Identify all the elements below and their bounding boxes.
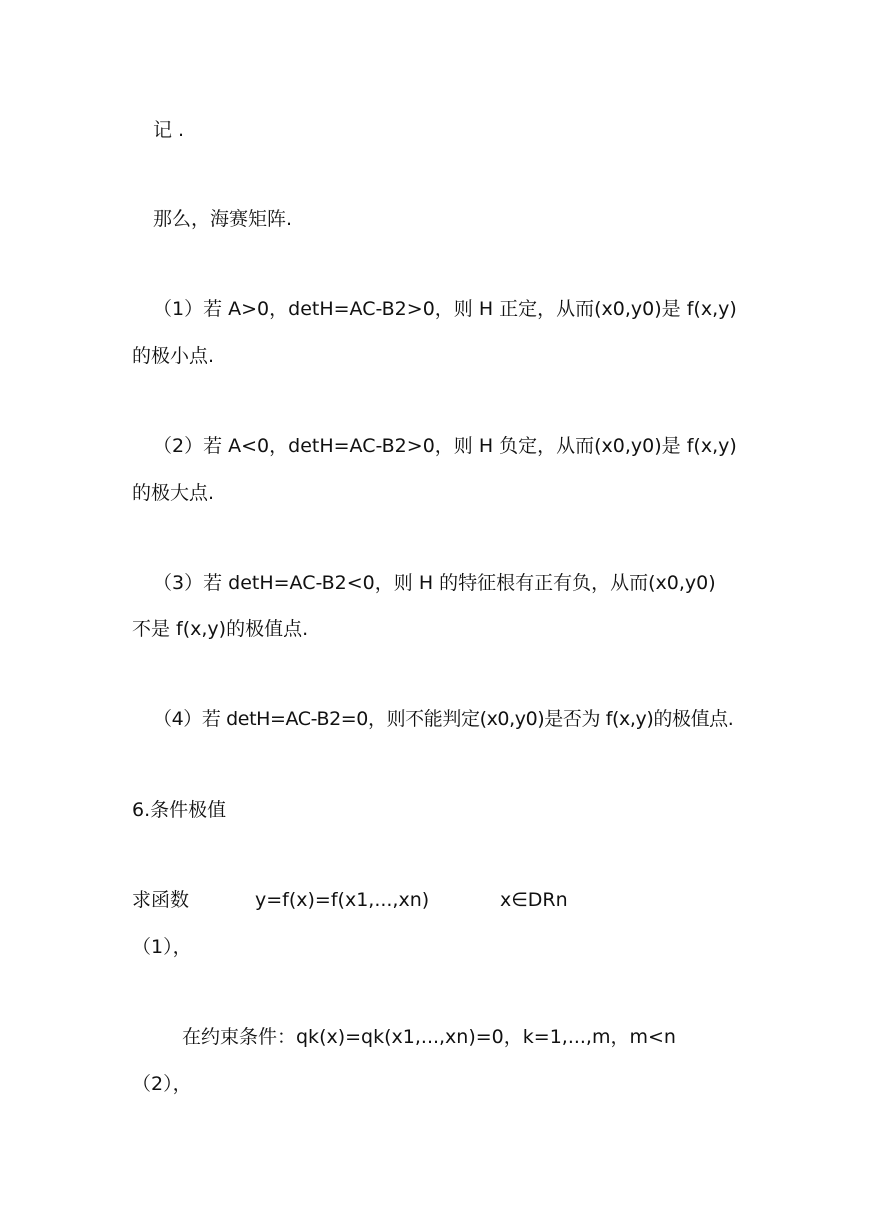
case-1-line-1: （1）若 A>0，detH=AC-B2>0，则 H 正定，从而(x0,y0)是 f(x,y) [153,298,737,320]
text-hessian-matrix: 那么，海赛矩阵. [153,208,293,230]
objective-domain: x∈DRn [500,889,568,911]
case-2-line-2: 的极大点. [132,482,215,504]
case-3-line-2: 不是 f(x,y)的极值点. [132,618,309,640]
objective-label: 求函数 [132,889,190,911]
objective-formula: y=f(x)=f(x1,...,xn) [255,889,430,911]
case-1-line-2: 的极小点. [132,345,215,367]
case-4-line-1: （4）若 detH=AC-B2=0，则不能判定(x0,y0)是否为 f(x,y)的极值点. [153,708,734,730]
case-2-line-1: （2）若 A<0，detH=AC-B2>0，则 H 负定，从而(x0,y0)是 f(x,y) [153,435,737,457]
constraint-equation-tag: （2）， [132,1073,192,1095]
objective-equation-tag: （1）， [132,936,192,958]
case-3-line-1: （3）若 detH=AC-B2<0，则 H 的特征根有正有负，从而(x0,y0) [153,572,716,594]
section-6-heading: 6.条件极值 [132,799,227,821]
text-ji: 记 . [153,119,185,141]
constraint-text: 在约束条件：qk(x)=qk(x1,...,xn)=0，k=1,...,m，m<n [182,1026,676,1048]
